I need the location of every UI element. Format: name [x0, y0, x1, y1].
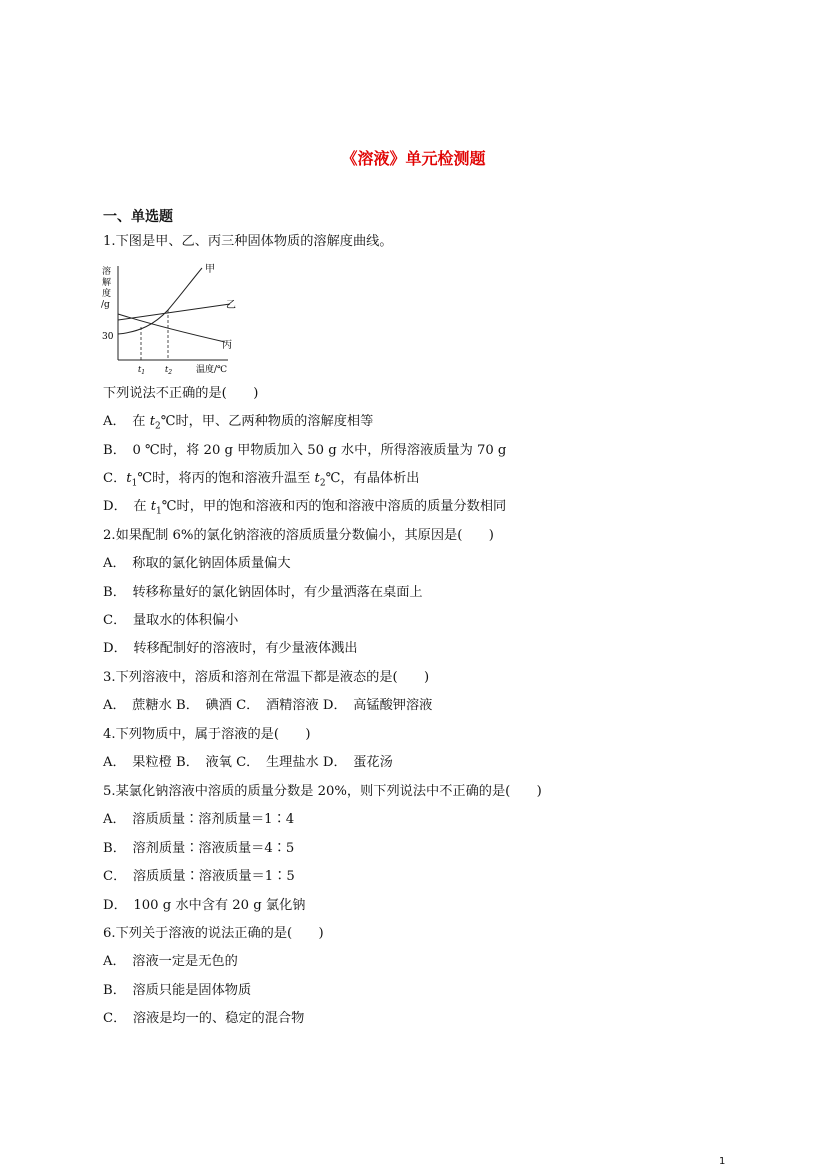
q4-stem: 4.下列物质中，属于溶液的是( ) — [103, 727, 311, 742]
q5-option-d: D． 100 g 水中含有 20 g 氯化钠 — [103, 898, 306, 913]
page-number: 1 — [719, 1156, 726, 1167]
q3-stem: 3.下列溶液中，溶质和溶剂在常温下都是液态的是( ) — [103, 670, 430, 685]
q1-prompt: 下列说法不正确的是( ) — [103, 386, 259, 401]
q6-stem: 6.下列关于溶液的说法正确的是( ) — [103, 926, 324, 941]
q5-option-c: C． 溶质质量∶溶液质量＝1∶5 — [103, 869, 295, 884]
q2-option-c: C． 量取水的体积偏小 — [103, 613, 239, 628]
q1-option-b: B． 0 ℃时，将 20 g 甲物质加入 50 g 水中，所得溶液质量为 70 g — [103, 443, 507, 458]
q1-option-c: C．$t_1℃$时，将丙的饱和溶液升温至 $t_2℃$，有晶体析出 — [103, 471, 420, 489]
y-label-1: 溶 — [102, 267, 112, 277]
q2-option-b: B． 转移称量好的氯化钠固体时，有少量洒落在桌面上 — [103, 585, 423, 600]
q1-stem: 1.下图是甲、乙、丙三种固体物质的溶解度曲线。 — [103, 234, 393, 249]
q5-option-b: B． 溶剂质量∶溶液质量＝4∶5 — [103, 841, 295, 856]
document-title: 《溶液》单元检测题 — [341, 149, 486, 168]
x-tick-t1: $t_1$ — [138, 365, 146, 376]
y-label-4: /g — [101, 300, 110, 310]
q5-stem: 5.某氯化钠溶液中溶质的质量分数是 20%，则下列说法中不正确的是( ) — [103, 784, 542, 799]
solubility-chart — [100, 262, 250, 378]
y-label-3: 度 — [102, 289, 112, 299]
label-bing: 丙 — [222, 340, 232, 351]
q5-option-a: A． 溶质质量∶溶剂质量＝1∶4 — [103, 812, 295, 827]
q2-option-a: A． 称取的氯化钠固体质量偏大 — [103, 556, 291, 571]
q6-option-c: C． 溶液是均一的、稳定的混合物 — [103, 1011, 305, 1026]
q4-options: A． 果粒橙 B． 液氧 C． 生理盐水 D． 蛋花汤 — [103, 755, 393, 770]
label-jia: 甲 — [205, 264, 215, 275]
curve-yi — [118, 304, 230, 320]
q2-stem: 2.如果配制 6%的氯化钠溶液的溶质质量分数偏小，其原因是( ) — [103, 528, 494, 543]
q6-option-a: A． 溶液一定是无色的 — [103, 954, 238, 969]
label-yi: 乙 — [226, 300, 236, 311]
x-tick-t2: $t_2$ — [165, 365, 173, 376]
curve-jia — [118, 268, 202, 334]
q1-option-a: A． 在 $t_2℃$时，甲、乙两种物质的溶解度相等 — [103, 414, 374, 432]
x-label: 温度/℃ — [196, 365, 228, 375]
y-tick-30: 30 — [102, 332, 114, 342]
section-heading: 一、单选题 — [103, 209, 173, 225]
q3-options: A． 蔗糖水 B． 碘酒 C． 酒精溶液 D． 高锰酸钾溶液 — [103, 698, 433, 713]
q6-option-b: B． 溶质只能是固体物质 — [103, 983, 252, 998]
y-label-2: 解 — [102, 278, 112, 288]
q2-option-d: D． 转移配制好的溶液时，有少量液体溅出 — [103, 641, 358, 656]
q1-option-d: D． 在 $t_1℃$时，甲的饱和溶液和丙的饱和溶液中溶质的质量分数相同 — [103, 499, 507, 517]
